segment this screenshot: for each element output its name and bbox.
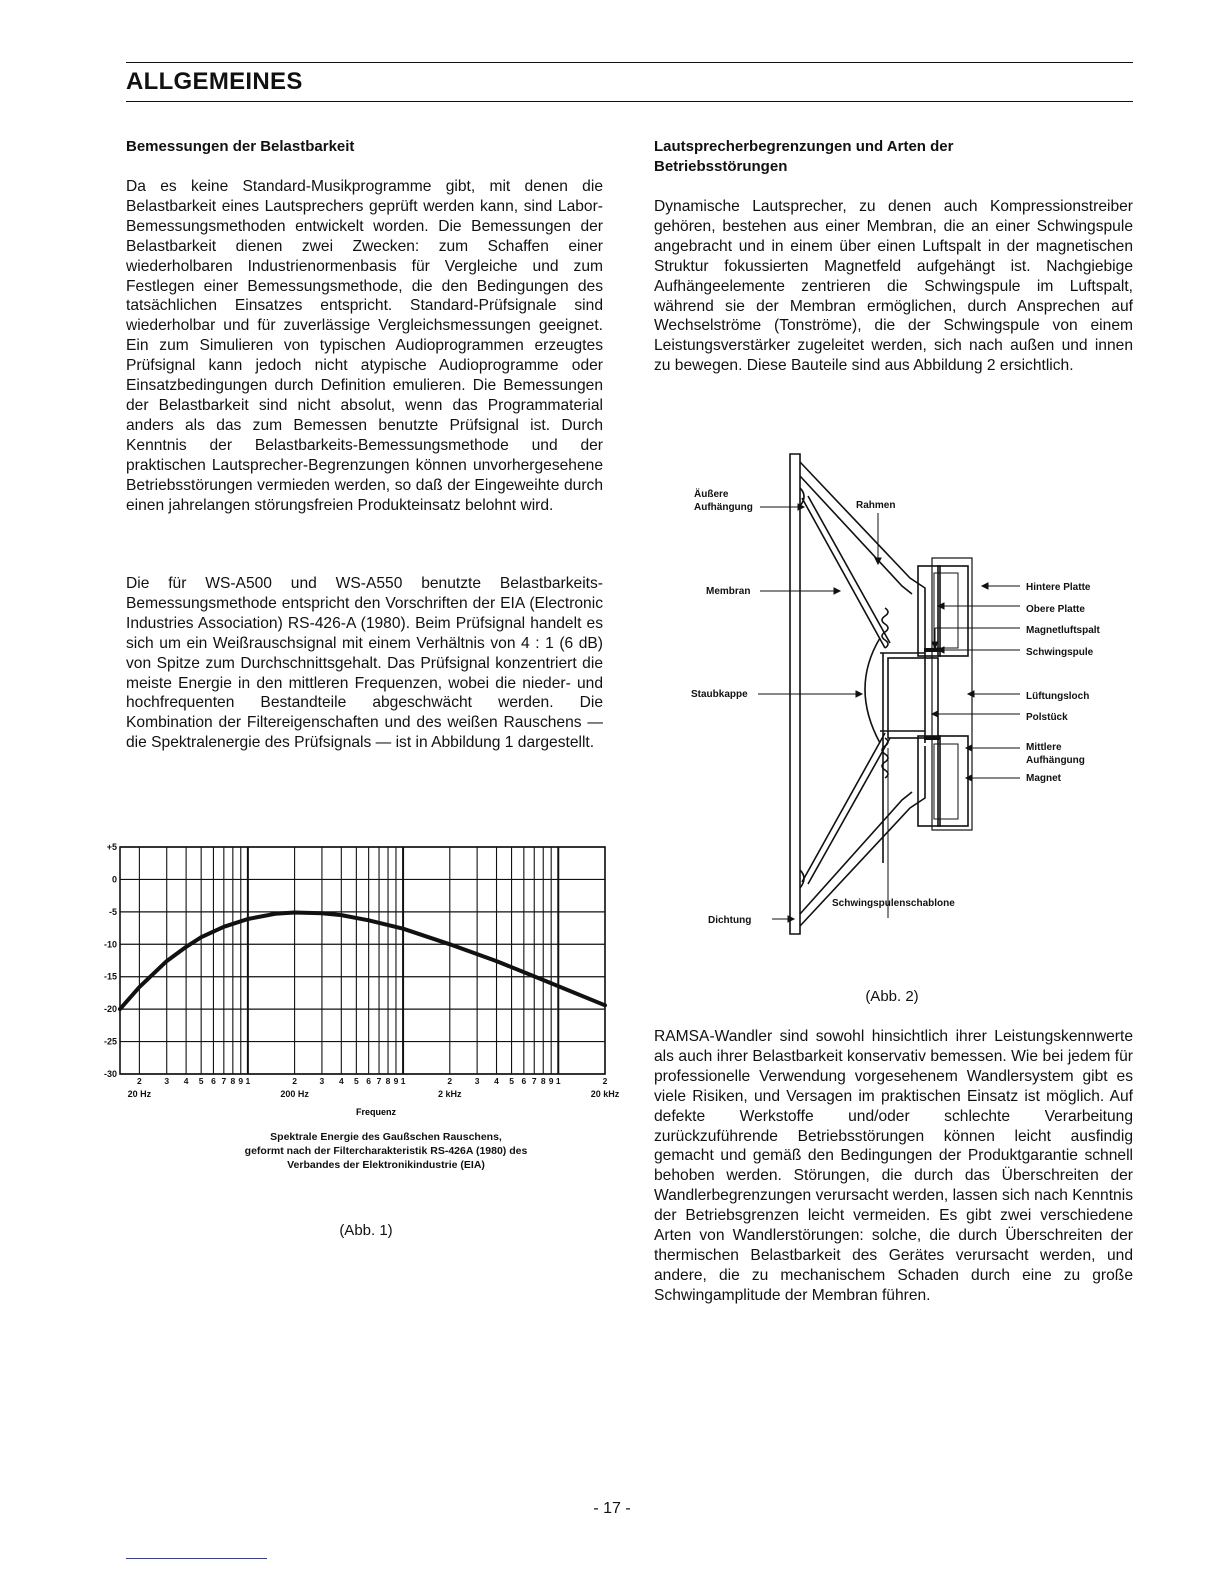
chart-x-tick-label: 2	[137, 1076, 142, 1086]
membrane-upper	[802, 498, 885, 648]
chart-x-decade-label: 20 kHz	[590, 1089, 620, 1099]
fig1-caption-line-3: Verbandes der Elektronikindustrie (EIA)	[287, 1159, 485, 1171]
left-heading: Bemessungen der Belastbarkeit	[126, 138, 355, 155]
label-top-plate: Obere Platte	[1026, 604, 1085, 615]
label-middle-suspension-2: Aufhängung	[1026, 755, 1085, 766]
membrane-lower	[802, 733, 885, 882]
label-frame: Rahmen	[856, 500, 896, 511]
label-coil-former: Schwingspulenschablone	[832, 898, 955, 909]
dust-cap	[865, 638, 880, 743]
chart-x-tick-label: 6	[366, 1076, 372, 1086]
label-magnetic-gap: Magnetluftspalt	[1026, 625, 1100, 636]
chart-y-tick-label: -15	[103, 971, 117, 982]
chart-x-tick-label: 4	[183, 1076, 189, 1086]
fig2-label: (Abb. 2)	[865, 988, 919, 1005]
header-top-rule	[126, 62, 1133, 63]
magnet-lower	[938, 736, 968, 826]
chart-x-tick-label: 5	[509, 1076, 514, 1086]
chart-x-tick-label: 7	[531, 1076, 537, 1086]
chart-x-tick-label: 3	[319, 1076, 325, 1086]
chart-x-tick-label: 5	[198, 1076, 204, 1086]
chart-frame	[120, 847, 605, 1074]
chart-x-tick-label: 8	[540, 1076, 546, 1086]
label-pole-piece: Polstück	[1026, 712, 1068, 723]
chart-x-decade-label: 20 Hz	[127, 1089, 152, 1099]
chart-x-tick-label: 2	[292, 1076, 297, 1086]
chart-grid	[120, 847, 605, 1074]
chart-x-tick-label: 4	[494, 1076, 499, 1086]
page-number: - 17 -	[593, 1500, 631, 1517]
fig1-caption-line-1: Spektrale Energie des Gaußschen Rauschens,	[270, 1131, 502, 1143]
back-plate-lower	[918, 736, 940, 826]
chart-x-tick-label: 3	[474, 1076, 480, 1086]
label-outer-suspension-1: Äußere	[694, 489, 729, 500]
page-title: ALLGEMEINES	[126, 68, 303, 95]
chart-x-tick-label: 9	[548, 1076, 554, 1086]
fig1-caption-line-2: geformt nach der Filtercharakteristik RS-426A (1980) des	[244, 1145, 528, 1157]
chart-x-tick-label: 1	[555, 1076, 561, 1086]
chart-x-decade-label: 200 Hz	[280, 1089, 309, 1099]
right-heading-line-2: Betriebsstörungen	[654, 158, 788, 175]
chart-y-tick-label: -25	[103, 1036, 117, 1047]
pole-piece	[888, 658, 938, 738]
spider-upper	[882, 608, 888, 648]
chart-x-tick-label: 2	[447, 1076, 453, 1086]
chart-y-tick-label: -30	[103, 1069, 117, 1079]
right-heading-line-1: Lautsprecherbegrenzungen und Arten der	[654, 138, 954, 155]
chart-y-tick-labels	[104, 842, 117, 1079]
label-outer-suspension-2: Aufhängung	[694, 502, 753, 513]
chart-x-decade-label: 2 kHz	[438, 1089, 462, 1099]
fig1-label: (Abb. 1)	[339, 1222, 393, 1239]
chart-x-tick-label: 6	[211, 1076, 216, 1086]
label-dust-cap: Staubkappe	[691, 689, 748, 700]
chart-y-tick-label: 0	[111, 874, 117, 885]
chart-y-tick-label: -20	[103, 1004, 117, 1015]
chart-series-line	[120, 913, 605, 1010]
chart-x-tick-label: 7	[221, 1076, 227, 1086]
left-paragraph-1: Da es keine Standard-Musikprogramme gibt, mit denen die Belastbarkeit eines Lautsprechers geprüft werden kann, sind Labor-Bemessungsmethoden entwickelt worden. Die Bemessungen der Belastbarkeit dienen zwei Zwecken: zum Schaffen einer wiederholbaren Industrienormenbasis für Vergleiche und zum Festlegen einer Bemessungsmethode, die den Bedingungen des tatsächlichen Einsatzes entspricht. Standard-Prüfsignale sind wiederholbar und für zuverlässige Vergleichsmessungen geeignet. Ein zum Simulieren von typischen Audioprogrammen erzeugtes Prüfsignal kann jedoch nicht atypische Audioprogramme oder Einsatzbedingungen durch Definition emulieren. Die Bemessungen der Belastbarkeit sind nicht absolut, wenn das Programmaterial anders als das zum Bemessen benutzte Prüfsignal ist. Durch Kenntnis der Belastbarkeits-Bemessungsmethode und der praktischen Lautsprecher-Begrenzungen können unvorhergesehene Betriebsstörungen vermieden werden, so daß der Eingeweihte durch einen jahrelangen störungsfreien Produkteinsatz belohnt wird.	[126, 178, 603, 514]
chart-x-tick-label: 9	[238, 1076, 244, 1086]
chart-x-tick-labels	[128, 1076, 620, 1099]
chart-x-tick-label: 1	[400, 1076, 406, 1086]
chart-y-tick-label: +5	[106, 842, 117, 852]
chart-x-tick-label: 6	[521, 1076, 527, 1086]
label-membrane: Membran	[706, 586, 751, 597]
chart-y-tick-label: -10	[103, 939, 117, 950]
chart-x-tick-label: 3	[164, 1076, 170, 1086]
speaker-diagram	[680, 448, 1120, 948]
label-back-plate: Hintere Platte	[1026, 582, 1091, 593]
chart-x-tick-label: 5	[353, 1076, 359, 1086]
chart-x-tick-label: 8	[385, 1076, 391, 1086]
chart-x-tick-label: 7	[376, 1076, 382, 1086]
chart-series	[120, 913, 605, 1010]
chart-x-tick-label: 2	[602, 1076, 608, 1086]
chart-x-tick-label: 8	[230, 1076, 236, 1086]
label-middle-suspension-1: Mittlere	[1026, 742, 1062, 753]
label-voice-coil: Schwingspule	[1026, 647, 1094, 658]
right-paragraph-1: Dynamische Lautsprecher, zu denen auch Kompressionstreiber gehören, bestehen aus einer Membran, die an einer Schwingspule angebracht und in einem über einen Luftspalt in der magnetischen Struktur fokussierten Magnetfeld aufgehängt ist. Nachgiebige Aufhängeelemente zentrieren die Schwingspule im Luftspalt, während sie der Membran ermöglichen, durch Ansprechen auf Wechselströme (Tonströme), die der Schwingspule von einem Leistungsverstärker zugeleitet werden, sich nach außen und innen zu bewegen. Diese Bauteile sind aus Abbildung 2 ersichtlich.	[654, 198, 1133, 375]
chart-x-tick-label: 4	[338, 1076, 344, 1086]
chart-x-axis-label: Frequenz	[355, 1107, 397, 1117]
chart-x-tick-label: 9	[393, 1076, 399, 1086]
label-gasket: Dichtung	[708, 915, 752, 926]
magnet-upper	[938, 566, 968, 656]
label-magnet: Magnet	[1026, 773, 1061, 784]
spectrum-chart	[95, 835, 635, 1120]
chart-y-tick-label: -5	[108, 906, 117, 917]
header-bottom-rule	[126, 101, 1133, 102]
label-vent-hole: Lüftungsloch	[1026, 691, 1090, 702]
left-paragraph-2: Die für WS-A500 und WS-A550 benutzte Belastbarkeits-Bemessungsmethode entspricht den Vorschriften der EIA (Electronic Industries Association) RS-426-A (1980). Beim Prüfsignal handelt es sich um ein Weißrauschsignal mit einem Verhältnis von 4 : 1 (6 dB) von Spitze zum Durchschnittsgehalt. Das Prüfsignal konzentriert die meiste Energie in den mittleren Frequenzen, wobei die nieder- und hochfrequenten Bestandteile abgeschwächt werden. Die Kombination der Filtereigenschaften und des weißen Rauschens — die Spektralenergie des Prüfsignals — ist in Abbildung 1 dargestellt.	[126, 575, 603, 752]
chart-x-tick-label: 1	[245, 1076, 251, 1086]
right-paragraph-2: RAMSA-Wandler sind sowohl hinsichtlich ihrer Leistungskennwerte als auch ihrer Belastbarkeit konservativ bemessen. Wie bei jedem für professionelle Verwendung vorgesehenem Wandlersystem gibt es viele Risiken, und Versagen im praktischen Einsatz ist möglich. Auf defekte Werkstoffe und/oder schlechte Verarbeitung zurückzuführende Betriebsstörungen können leicht ausfindig gemacht und gemäß den Bedingungen der Produktgarantie schnell behoben werden. Störungen, die durch das Überschreiten der Wandlerbegrenzungen verursacht werden, lassen sich nach Kenntnis der Betriebsgrenzen leicht vermeiden. Es gibt zwei verschiedene Arten von Wandlerstörungen: solche, die durch Überschreiten der thermischen Belastbarkeit des Gerätes verursacht werden, und andere, die zu mechanischem Schaden durch eine zu große Schwingamplitude der Membran führen.	[654, 1028, 1133, 1304]
footer-line	[126, 1558, 267, 1559]
